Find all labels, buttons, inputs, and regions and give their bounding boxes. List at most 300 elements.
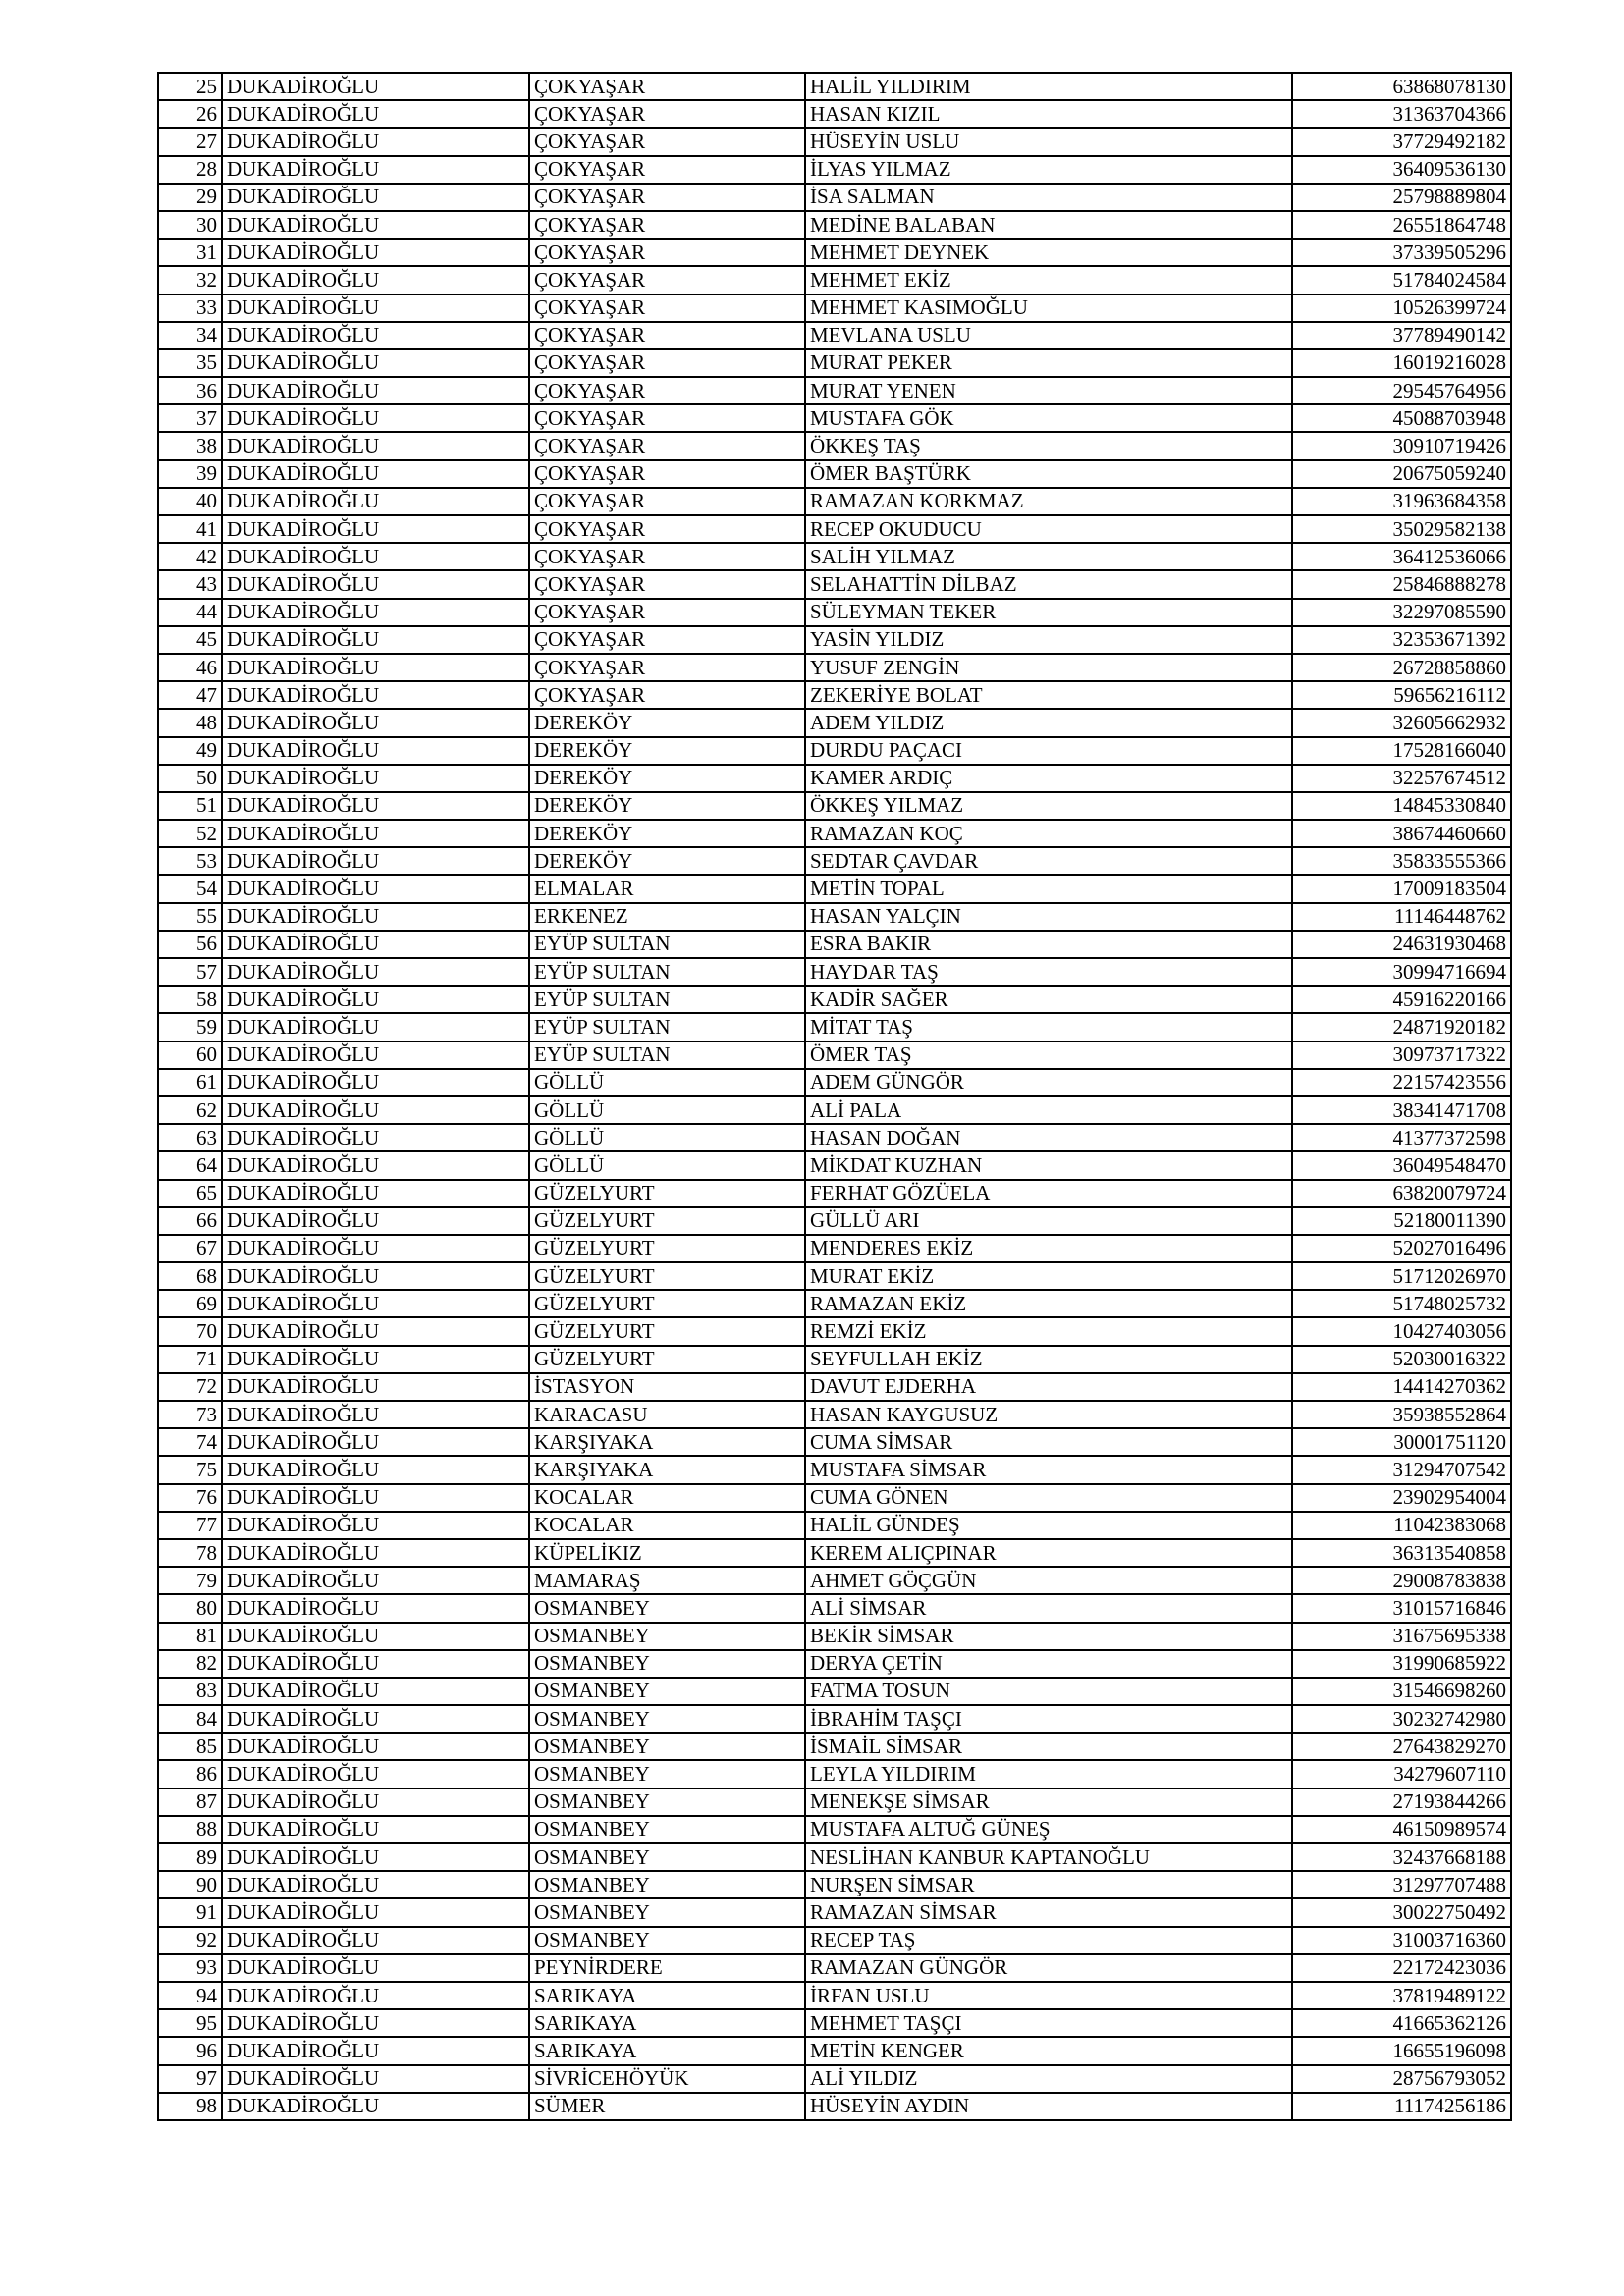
id-number-cell: 38341471708 xyxy=(1292,1096,1511,1124)
row-number: 86 xyxy=(158,1760,222,1788)
id-number-cell: 31294707542 xyxy=(1292,1456,1511,1483)
table-row xyxy=(158,1207,1511,1235)
neighborhood-cell: ÇOKYAŞAR xyxy=(529,432,805,459)
id-number-cell: 45088703948 xyxy=(1292,404,1511,432)
id-number-cell: 31363704366 xyxy=(1292,100,1511,128)
id-number-cell: 52180011390 xyxy=(1292,1207,1511,1235)
row-number: 69 xyxy=(158,1290,222,1317)
row-number: 55 xyxy=(158,903,222,931)
row-number: 49 xyxy=(158,737,222,765)
id-number-cell: 10526399724 xyxy=(1292,294,1511,322)
neighborhood-cell: ÇOKYAŞAR xyxy=(529,73,805,100)
district-cell: DUKADİROĞLU xyxy=(222,211,529,239)
row-number: 58 xyxy=(158,986,222,1013)
id-number-cell: 24631930468 xyxy=(1292,931,1511,958)
full-name-cell: KADİR SAĞER xyxy=(805,986,1292,1013)
table-row xyxy=(158,626,1511,654)
row-number: 31 xyxy=(158,239,222,266)
district-cell: DUKADİROĞLU xyxy=(222,1235,529,1262)
district-cell: DUKADİROĞLU xyxy=(222,377,529,404)
neighborhood-cell: ÇOKYAŞAR xyxy=(529,488,805,515)
full-name-cell: MEHMET KASIMOĞLU xyxy=(805,294,1292,322)
neighborhood-cell: EYÜP SULTAN xyxy=(529,958,805,986)
row-number: 40 xyxy=(158,488,222,515)
table-row xyxy=(158,681,1511,709)
district-cell: DUKADİROĞLU xyxy=(222,1207,529,1235)
id-number-cell: 34279607110 xyxy=(1292,1760,1511,1788)
id-number-cell: 35938552864 xyxy=(1292,1401,1511,1428)
table-row xyxy=(158,1705,1511,1733)
district-cell: DUKADİROĞLU xyxy=(222,1927,529,1954)
full-name-cell: FERHAT GÖZÜELA xyxy=(805,1180,1292,1207)
neighborhood-cell: OSMANBEY xyxy=(529,1789,805,1816)
row-number: 37 xyxy=(158,404,222,432)
district-cell: DUKADİROĞLU xyxy=(222,1760,529,1788)
full-name-cell: MEDİNE BALABAN xyxy=(805,211,1292,239)
district-cell: DUKADİROĞLU xyxy=(222,266,529,294)
full-name-cell: MEHMET DEYNEK xyxy=(805,239,1292,266)
district-cell: DUKADİROĞLU xyxy=(222,1180,529,1207)
neighborhood-cell: OSMANBEY xyxy=(529,1594,805,1622)
neighborhood-cell: SARIKAYA xyxy=(529,2037,805,2064)
neighborhood-cell: ÇOKYAŞAR xyxy=(529,654,805,681)
row-number: 45 xyxy=(158,626,222,654)
id-number-cell: 26728858860 xyxy=(1292,654,1511,681)
row-number: 73 xyxy=(158,1401,222,1428)
table-row xyxy=(158,460,1511,488)
table-row xyxy=(158,792,1511,820)
district-cell: DUKADİROĞLU xyxy=(222,820,529,847)
row-number: 39 xyxy=(158,460,222,488)
id-number-cell: 46150989574 xyxy=(1292,1816,1511,1843)
district-cell: DUKADİROĞLU xyxy=(222,2009,529,2037)
neighborhood-cell: ÇOKYAŞAR xyxy=(529,543,805,570)
neighborhood-cell: ÇOKYAŞAR xyxy=(529,184,805,211)
row-number: 43 xyxy=(158,570,222,598)
row-number: 26 xyxy=(158,100,222,128)
id-number-cell: 36409536130 xyxy=(1292,156,1511,184)
id-number-cell: 51784024584 xyxy=(1292,266,1511,294)
table-row xyxy=(158,599,1511,626)
full-name-cell: MENEKŞE SİMSAR xyxy=(805,1789,1292,1816)
full-name-cell: MURAT YENEN xyxy=(805,377,1292,404)
id-number-cell: 31546698260 xyxy=(1292,1678,1511,1705)
neighborhood-cell: ÇOKYAŞAR xyxy=(529,460,805,488)
district-cell: DUKADİROĞLU xyxy=(222,184,529,211)
table-row xyxy=(158,570,1511,598)
full-name-cell: HAYDAR TAŞ xyxy=(805,958,1292,986)
neighborhood-cell: OSMANBEY xyxy=(529,1650,805,1678)
full-name-cell: MURAT PEKER xyxy=(805,349,1292,377)
table-row xyxy=(158,2009,1511,2037)
neighborhood-cell: OSMANBEY xyxy=(529,1871,805,1898)
id-number-cell: 30973717322 xyxy=(1292,1041,1511,1069)
table-row xyxy=(158,100,1511,128)
row-number: 66 xyxy=(158,1207,222,1235)
table-row xyxy=(158,1262,1511,1290)
full-name-cell: ESRA BAKIR xyxy=(805,931,1292,958)
full-name-cell: ÖMER TAŞ xyxy=(805,1041,1292,1069)
table-row xyxy=(158,515,1511,543)
table-row xyxy=(158,958,1511,986)
table-row xyxy=(158,266,1511,294)
id-number-cell: 63868078130 xyxy=(1292,73,1511,100)
id-number-cell: 14414270362 xyxy=(1292,1373,1511,1401)
table-row xyxy=(158,211,1511,239)
row-number: 34 xyxy=(158,322,222,349)
full-name-cell: HASAN KAYGUSUZ xyxy=(805,1401,1292,1428)
neighborhood-cell: SARIKAYA xyxy=(529,2009,805,2037)
table-row xyxy=(158,239,1511,266)
row-number: 30 xyxy=(158,211,222,239)
row-number: 52 xyxy=(158,820,222,847)
table-row xyxy=(158,1124,1511,1151)
district-cell: DUKADİROĞLU xyxy=(222,1262,529,1290)
district-cell: DUKADİROĞLU xyxy=(222,128,529,155)
id-number-cell: 31003716360 xyxy=(1292,1927,1511,1954)
id-number-cell: 35833555366 xyxy=(1292,847,1511,875)
full-name-cell: MUSTAFA SİMSAR xyxy=(805,1456,1292,1483)
row-number: 90 xyxy=(158,1871,222,1898)
neighborhood-cell: OSMANBEY xyxy=(529,1816,805,1843)
district-cell: DUKADİROĞLU xyxy=(222,322,529,349)
table-row xyxy=(158,1816,1511,1843)
id-number-cell: 30022750492 xyxy=(1292,1898,1511,1926)
full-name-cell: REMZİ EKİZ xyxy=(805,1317,1292,1345)
district-cell: DUKADİROĞLU xyxy=(222,626,529,654)
row-number: 82 xyxy=(158,1650,222,1678)
row-number: 62 xyxy=(158,1096,222,1124)
full-name-cell: RECEP OKUDUCU xyxy=(805,515,1292,543)
neighborhood-cell: KARŞIYAKA xyxy=(529,1456,805,1483)
table-row xyxy=(158,931,1511,958)
table-row xyxy=(158,2093,1511,2120)
district-cell: DUKADİROĞLU xyxy=(222,1843,529,1871)
id-number-cell: 32297085590 xyxy=(1292,599,1511,626)
neighborhood-cell: ÇOKYAŞAR xyxy=(529,349,805,377)
full-name-cell: SEYFULLAH EKİZ xyxy=(805,1346,1292,1373)
row-number: 61 xyxy=(158,1069,222,1096)
table-row xyxy=(158,1650,1511,1678)
full-name-cell: CUMA SİMSAR xyxy=(805,1428,1292,1456)
district-cell: DUKADİROĞLU xyxy=(222,460,529,488)
row-number: 38 xyxy=(158,432,222,459)
district-cell: DUKADİROĞLU xyxy=(222,1401,529,1428)
district-cell: DUKADİROĞLU xyxy=(222,1705,529,1733)
row-number: 93 xyxy=(158,1954,222,1982)
district-cell: DUKADİROĞLU xyxy=(222,1567,529,1594)
row-number: 56 xyxy=(158,931,222,958)
id-number-cell: 51748025732 xyxy=(1292,1290,1511,1317)
neighborhood-cell: PEYNİRDERE xyxy=(529,1954,805,1982)
table-row xyxy=(158,1733,1511,1760)
district-cell: DUKADİROĞLU xyxy=(222,1512,529,1539)
row-number: 42 xyxy=(158,543,222,570)
neighborhood-cell: GÖLLÜ xyxy=(529,1124,805,1151)
id-number-cell: 16655196098 xyxy=(1292,2037,1511,2064)
row-number: 29 xyxy=(158,184,222,211)
district-cell: DUKADİROĞLU xyxy=(222,1290,529,1317)
district-cell: DUKADİROĞLU xyxy=(222,73,529,100)
full-name-cell: YASİN YILDIZ xyxy=(805,626,1292,654)
id-number-cell: 11174256186 xyxy=(1292,2093,1511,2120)
table-row xyxy=(158,1982,1511,2009)
id-number-cell: 59656216112 xyxy=(1292,681,1511,709)
district-cell: DUKADİROĞLU xyxy=(222,570,529,598)
row-number: 91 xyxy=(158,1898,222,1926)
row-number: 28 xyxy=(158,156,222,184)
table-row xyxy=(158,1539,1511,1567)
id-number-cell: 37729492182 xyxy=(1292,128,1511,155)
full-name-cell: HÜSEYİN AYDIN xyxy=(805,2093,1292,2120)
full-name-cell: ALİ YILDIZ xyxy=(805,2065,1292,2093)
neighborhood-cell: OSMANBEY xyxy=(529,1760,805,1788)
district-cell: DUKADİROĞLU xyxy=(222,1816,529,1843)
district-cell: DUKADİROĞLU xyxy=(222,2093,529,2120)
district-cell: DUKADİROĞLU xyxy=(222,1484,529,1512)
row-number: 63 xyxy=(158,1124,222,1151)
row-number: 89 xyxy=(158,1843,222,1871)
district-cell: DUKADİROĞLU xyxy=(222,1539,529,1567)
full-name-cell: DERYA ÇETİN xyxy=(805,1650,1292,1678)
id-number-cell: 30232742980 xyxy=(1292,1705,1511,1733)
row-number: 60 xyxy=(158,1041,222,1069)
row-number: 51 xyxy=(158,792,222,820)
full-name-cell: MEHMET EKİZ xyxy=(805,266,1292,294)
full-name-cell: DAVUT EJDERHA xyxy=(805,1373,1292,1401)
table-row xyxy=(158,2065,1511,2093)
id-number-cell: 63820079724 xyxy=(1292,1180,1511,1207)
full-name-cell: İSA SALMAN xyxy=(805,184,1292,211)
id-number-cell: 36049548470 xyxy=(1292,1151,1511,1179)
table-row xyxy=(158,1484,1511,1512)
id-number-cell: 20675059240 xyxy=(1292,460,1511,488)
neighborhood-cell: GÖLLÜ xyxy=(529,1151,805,1179)
neighborhood-cell: DEREKÖY xyxy=(529,765,805,792)
id-number-cell: 45916220166 xyxy=(1292,986,1511,1013)
full-name-cell: ADEM GÜNGÖR xyxy=(805,1069,1292,1096)
neighborhood-cell: GÖLLÜ xyxy=(529,1096,805,1124)
neighborhood-cell: ÇOKYAŞAR xyxy=(529,266,805,294)
neighborhood-cell: DEREKÖY xyxy=(529,820,805,847)
neighborhood-cell: ÇOKYAŞAR xyxy=(529,404,805,432)
row-number: 35 xyxy=(158,349,222,377)
full-name-cell: MUSTAFA GÖK xyxy=(805,404,1292,432)
neighborhood-cell: OSMANBEY xyxy=(529,1843,805,1871)
id-number-cell: 32353671392 xyxy=(1292,626,1511,654)
full-name-cell: NURŞEN SİMSAR xyxy=(805,1871,1292,1898)
table-row xyxy=(158,654,1511,681)
full-name-cell: MENDERES EKİZ xyxy=(805,1235,1292,1262)
district-cell: DUKADİROĞLU xyxy=(222,847,529,875)
id-number-cell: 24871920182 xyxy=(1292,1013,1511,1041)
district-cell: DUKADİROĞLU xyxy=(222,599,529,626)
neighborhood-cell: SÜMER xyxy=(529,2093,805,2120)
neighborhood-cell: OSMANBEY xyxy=(529,1678,805,1705)
table-row xyxy=(158,488,1511,515)
district-cell: DUKADİROĞLU xyxy=(222,1623,529,1650)
id-number-cell: 16019216028 xyxy=(1292,349,1511,377)
district-cell: DUKADİROĞLU xyxy=(222,1124,529,1151)
id-number-cell: 30910719426 xyxy=(1292,432,1511,459)
full-name-cell: MİKDAT KUZHAN xyxy=(805,1151,1292,1179)
row-number: 67 xyxy=(158,1235,222,1262)
full-name-cell: SELAHATTİN DİLBAZ xyxy=(805,570,1292,598)
table-row xyxy=(158,73,1511,100)
id-number-cell: 30994716694 xyxy=(1292,958,1511,986)
table-row xyxy=(158,709,1511,736)
table-row xyxy=(158,1594,1511,1622)
table-row xyxy=(158,543,1511,570)
table-row xyxy=(158,1456,1511,1483)
full-name-cell: MURAT EKİZ xyxy=(805,1262,1292,1290)
table-row xyxy=(158,404,1511,432)
district-cell: DUKADİROĞLU xyxy=(222,1096,529,1124)
id-number-cell: 27193844266 xyxy=(1292,1789,1511,1816)
id-number-cell: 28756793052 xyxy=(1292,2065,1511,2093)
row-number: 25 xyxy=(158,73,222,100)
district-cell: DUKADİROĞLU xyxy=(222,239,529,266)
id-number-cell: 41377372598 xyxy=(1292,1124,1511,1151)
id-number-cell: 11042383068 xyxy=(1292,1512,1511,1539)
district-cell: DUKADİROĞLU xyxy=(222,1733,529,1760)
district-cell: DUKADİROĞLU xyxy=(222,709,529,736)
neighborhood-cell: DEREKÖY xyxy=(529,737,805,765)
id-number-cell: 29545764956 xyxy=(1292,377,1511,404)
table-row xyxy=(158,1317,1511,1345)
row-number: 85 xyxy=(158,1733,222,1760)
neighborhood-cell: SARIKAYA xyxy=(529,1982,805,2009)
neighborhood-cell: OSMANBEY xyxy=(529,1927,805,1954)
table-row xyxy=(158,1678,1511,1705)
id-number-cell: 25798889804 xyxy=(1292,184,1511,211)
district-cell: DUKADİROĞLU xyxy=(222,986,529,1013)
id-number-cell: 41665362126 xyxy=(1292,2009,1511,2037)
neighborhood-cell: KOCALAR xyxy=(529,1484,805,1512)
district-cell: DUKADİROĞLU xyxy=(222,432,529,459)
neighborhood-cell: KOCALAR xyxy=(529,1512,805,1539)
table-row xyxy=(158,1898,1511,1926)
neighborhood-cell: GÜZELYURT xyxy=(529,1346,805,1373)
table-row xyxy=(158,184,1511,211)
neighborhood-cell: İSTASYON xyxy=(529,1373,805,1401)
district-cell: DUKADİROĞLU xyxy=(222,931,529,958)
row-number: 96 xyxy=(158,2037,222,2064)
id-number-cell: 51712026970 xyxy=(1292,1262,1511,1290)
id-number-cell: 52030016322 xyxy=(1292,1346,1511,1373)
row-number: 54 xyxy=(158,875,222,902)
full-name-cell: METİN KENGER xyxy=(805,2037,1292,2064)
full-name-cell: HASAN KIZIL xyxy=(805,100,1292,128)
full-name-cell: İRFAN USLU xyxy=(805,1982,1292,2009)
id-number-cell: 37789490142 xyxy=(1292,322,1511,349)
neighborhood-cell: ÇOKYAŞAR xyxy=(529,377,805,404)
neighborhood-cell: DEREKÖY xyxy=(529,847,805,875)
row-number: 72 xyxy=(158,1373,222,1401)
row-number: 80 xyxy=(158,1594,222,1622)
row-number: 48 xyxy=(158,709,222,736)
neighborhood-cell: DEREKÖY xyxy=(529,709,805,736)
neighborhood-cell: GÜZELYURT xyxy=(529,1317,805,1345)
full-name-cell: MEHMET TAŞÇI xyxy=(805,2009,1292,2037)
district-cell: DUKADİROĞLU xyxy=(222,1151,529,1179)
row-number: 65 xyxy=(158,1180,222,1207)
table-row xyxy=(158,377,1511,404)
table-row xyxy=(158,1789,1511,1816)
district-cell: DUKADİROĞLU xyxy=(222,515,529,543)
table-row xyxy=(158,294,1511,322)
district-cell: DUKADİROĞLU xyxy=(222,792,529,820)
neighborhood-cell: ÇOKYAŞAR xyxy=(529,156,805,184)
row-number: 97 xyxy=(158,2065,222,2093)
neighborhood-cell: ÇOKYAŞAR xyxy=(529,294,805,322)
neighborhood-cell: GÜZELYURT xyxy=(529,1290,805,1317)
full-name-cell: RECEP TAŞ xyxy=(805,1927,1292,1954)
id-number-cell: 31015716846 xyxy=(1292,1594,1511,1622)
id-number-cell: 36313540858 xyxy=(1292,1539,1511,1567)
table-row xyxy=(158,349,1511,377)
id-number-cell: 31297707488 xyxy=(1292,1871,1511,1898)
id-number-cell: 26551864748 xyxy=(1292,211,1511,239)
row-number: 71 xyxy=(158,1346,222,1373)
row-number: 92 xyxy=(158,1927,222,1954)
row-number: 88 xyxy=(158,1816,222,1843)
table-row xyxy=(158,156,1511,184)
district-cell: DUKADİROĞLU xyxy=(222,1982,529,2009)
district-cell: DUKADİROĞLU xyxy=(222,903,529,931)
row-number: 68 xyxy=(158,1262,222,1290)
full-name-cell: NESLİHAN KANBUR KAPTANOĞLU xyxy=(805,1843,1292,1871)
neighborhood-cell: EYÜP SULTAN xyxy=(529,1041,805,1069)
neighborhood-cell: ÇOKYAŞAR xyxy=(529,128,805,155)
full-name-cell: ALİ SİMSAR xyxy=(805,1594,1292,1622)
district-cell: DUKADİROĞLU xyxy=(222,2065,529,2093)
id-number-cell: 27643829270 xyxy=(1292,1733,1511,1760)
id-number-cell: 11146448762 xyxy=(1292,903,1511,931)
id-number-cell: 32605662932 xyxy=(1292,709,1511,736)
district-cell: DUKADİROĞLU xyxy=(222,488,529,515)
table-row xyxy=(158,1096,1511,1124)
id-number-cell: 37339505296 xyxy=(1292,239,1511,266)
neighborhood-cell: MAMARAŞ xyxy=(529,1567,805,1594)
neighborhood-cell: KARŞIYAKA xyxy=(529,1428,805,1456)
table-row xyxy=(158,1235,1511,1262)
district-cell: DUKADİROĞLU xyxy=(222,1871,529,1898)
neighborhood-cell: GÖLLÜ xyxy=(529,1069,805,1096)
district-cell: DUKADİROĞLU xyxy=(222,875,529,902)
neighborhood-cell: KARACASU xyxy=(529,1401,805,1428)
table-row xyxy=(158,1069,1511,1096)
neighborhood-cell: ÇOKYAŞAR xyxy=(529,100,805,128)
full-name-cell: ÖMER BAŞTÜRK xyxy=(805,460,1292,488)
beneficiary-table xyxy=(157,72,1512,2121)
district-cell: DUKADİROĞLU xyxy=(222,100,529,128)
full-name-cell: HÜSEYİN USLU xyxy=(805,128,1292,155)
row-number: 84 xyxy=(158,1705,222,1733)
full-name-cell: HALİL GÜNDEŞ xyxy=(805,1512,1292,1539)
row-number: 77 xyxy=(158,1512,222,1539)
table-row xyxy=(158,1180,1511,1207)
table-row xyxy=(158,1927,1511,1954)
full-name-cell: RAMAZAN KORKMAZ xyxy=(805,488,1292,515)
id-number-cell: 25846888278 xyxy=(1292,570,1511,598)
district-cell: DUKADİROĞLU xyxy=(222,404,529,432)
id-number-cell: 30001751120 xyxy=(1292,1428,1511,1456)
neighborhood-cell: ERKENEZ xyxy=(529,903,805,931)
row-number: 76 xyxy=(158,1484,222,1512)
table-row xyxy=(158,1843,1511,1871)
full-name-cell: MUSTAFA ALTUĞ GÜNEŞ xyxy=(805,1816,1292,1843)
